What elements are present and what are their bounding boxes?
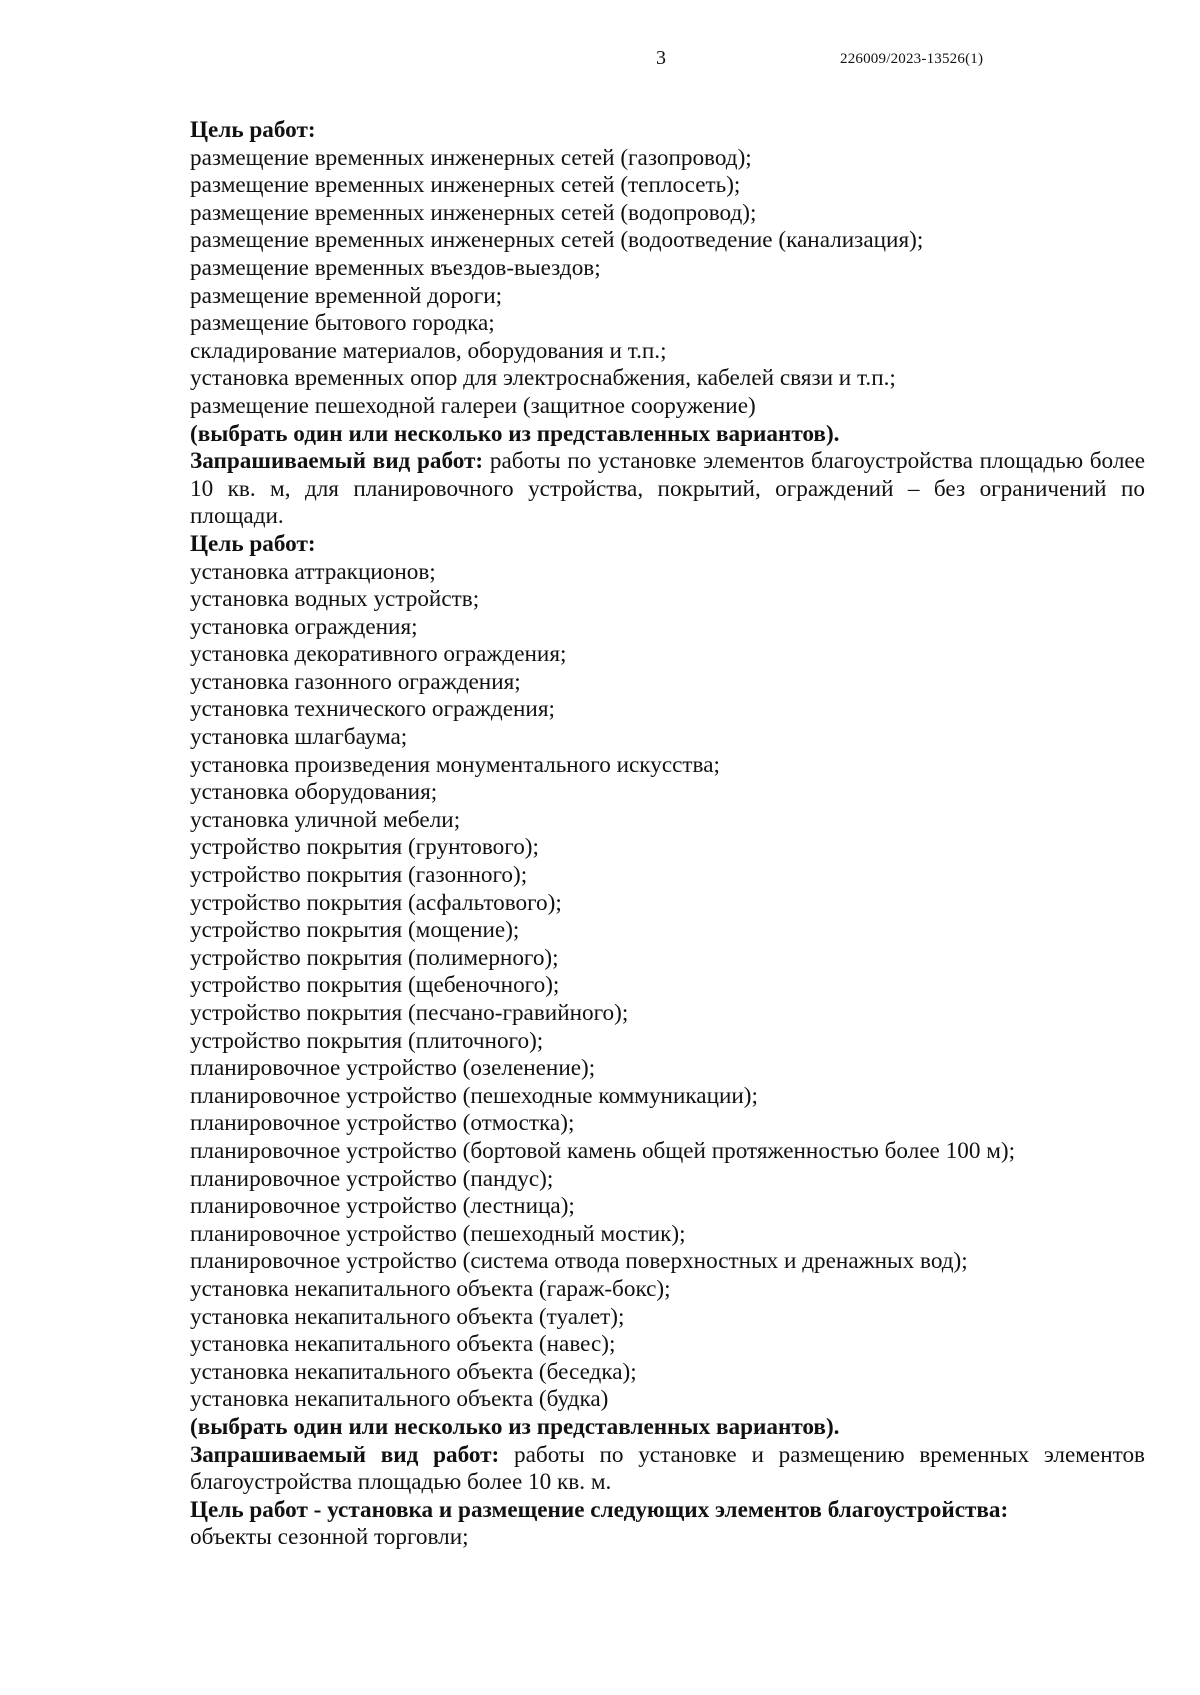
goal-list-item: планировочное устройство (пешеходные коммуникации); (190, 1082, 758, 1109)
goal-list-item: установка произведения монументального искусства; (190, 751, 720, 778)
document-number: 226009/2023-13526(1) (840, 51, 984, 67)
goal-list-item: размещение временных инженерных сетей (газопровод); (190, 144, 752, 171)
goal-heading-2: Цель работ: (190, 530, 316, 557)
goal-list-item: планировочное устройство (отмостка); (190, 1110, 575, 1137)
goal-list-item: установка технического ограждения; (190, 696, 555, 723)
goal-list-item: планировочное устройство (озеленение); (190, 1055, 596, 1082)
goal-list-item: складирование материалов, оборудования и т.п.; (190, 337, 667, 364)
goal-list-item: установка водных устройств; (190, 586, 480, 613)
goal-list-item: планировочное устройство (пешеходный мостик); (190, 1220, 686, 1247)
page-number: 3 (656, 47, 666, 69)
goal-list-item: устройство покрытия (грунтового); (190, 834, 539, 861)
goal-list-item: устройство покрытия (песчано-гравийного); (190, 1000, 629, 1026)
goal-list-item: размещение временных инженерных сетей (водопровод); (190, 199, 757, 226)
goal-heading-1: Цель работ: (190, 117, 316, 143)
goal-list-3 (190, 1524, 1145, 1552)
goal-list-item: установка некапитального объекта (туалет); (190, 1303, 625, 1330)
goal-list-item: размещение временной дороги; (190, 282, 503, 309)
goal-list-item: планировочное устройство (лестница); (190, 1193, 575, 1220)
goal-list-item: размещение бытового городка; (190, 310, 495, 337)
goal-list-item: объекты сезонной торговли; (190, 1524, 469, 1551)
goal-list-item: установка шлагбаума; (190, 724, 408, 751)
goal-list-item: устройство покрытия (полимерного); (190, 944, 559, 971)
goal-list-item: размещение пешеходной галереи (защитное сооружение) (190, 392, 756, 419)
goal-list-item: установка некапитального объекта (будка) (190, 1386, 609, 1413)
requested-work-3 (190, 1442, 1145, 1497)
choose-note-1: (выбрать один или несколько из представленных вариантов). (190, 420, 840, 447)
requested-work-label-2: Запрашиваемый вид работ: (190, 448, 484, 475)
document-body (190, 117, 1145, 1552)
goal-list-item: установка некапитального объекта (гараж-бокс); (190, 1275, 671, 1302)
requested-work-text-3: работы по установке и размещению временных элементов благоустройства площадью более 10 кв. м. (190, 1441, 1145, 1496)
goal-list-1 (190, 145, 1145, 421)
goal-list-item: установка ограждения; (190, 613, 418, 640)
goal-list-item: размещение временных инженерных сетей (теплосеть); (190, 172, 741, 199)
goal-list-item: устройство покрытия (газонного); (190, 862, 528, 889)
goal-list-item: размещение временных инженерных сетей (водоотведение (канализация); (190, 227, 924, 254)
goal-list-item: устройство покрытия (асфальтового); (190, 889, 562, 916)
goal-list-2 (190, 559, 1145, 1414)
goal-list-item: установка оборудования; (190, 779, 438, 806)
goal-list-item: установка уличной мебели; (190, 806, 461, 833)
choose-note-2: (выбрать один или несколько из представленных вариантов). (190, 1413, 840, 1440)
goal-list-item: устройство покрытия (плиточного); (190, 1027, 544, 1054)
goal-list-item: установка аттракционов; (190, 558, 436, 585)
goal-list-item: устройство покрытия (щебеночного); (190, 972, 560, 999)
goal-list-item: установка некапитального объекта (беседка); (190, 1358, 637, 1385)
goal-list-item: устройство покрытия (мощение); (190, 917, 520, 944)
goal-list-item: установка газонного ограждения; (190, 668, 521, 695)
goal-list-item: размещение временных въездов-выездов; (190, 254, 601, 281)
goal-list-item: планировочное устройство (бортовой камень общей протяженностью более 100 м); (190, 1137, 1016, 1164)
goal-list-item: установка декоративного ограждения; (190, 641, 567, 668)
goal-list-item: планировочное устройство (пандус); (190, 1165, 554, 1192)
goal-list-item: установка временных опор для электроснабжения, кабелей связи и т.п.; (190, 365, 896, 392)
requested-work-text-2: работы по установке элементов благоустройства площадью более 10 кв. м, для планировочного устройства, покрытий, ограждений – без ограничений по площади. (190, 448, 1145, 530)
goal-list-item: планировочное устройство (система отвода поверхностных и дренажных вод); (190, 1248, 968, 1275)
requested-work-label-3: Запрашиваемый вид работ: (190, 1441, 500, 1468)
requested-work-2 (190, 448, 1145, 531)
goal-list-item: установка некапитального объекта (навес); (190, 1331, 616, 1358)
goal-heading-3: Цель работ - установка и размещение следующих элементов благоустройства: (190, 1496, 1009, 1523)
